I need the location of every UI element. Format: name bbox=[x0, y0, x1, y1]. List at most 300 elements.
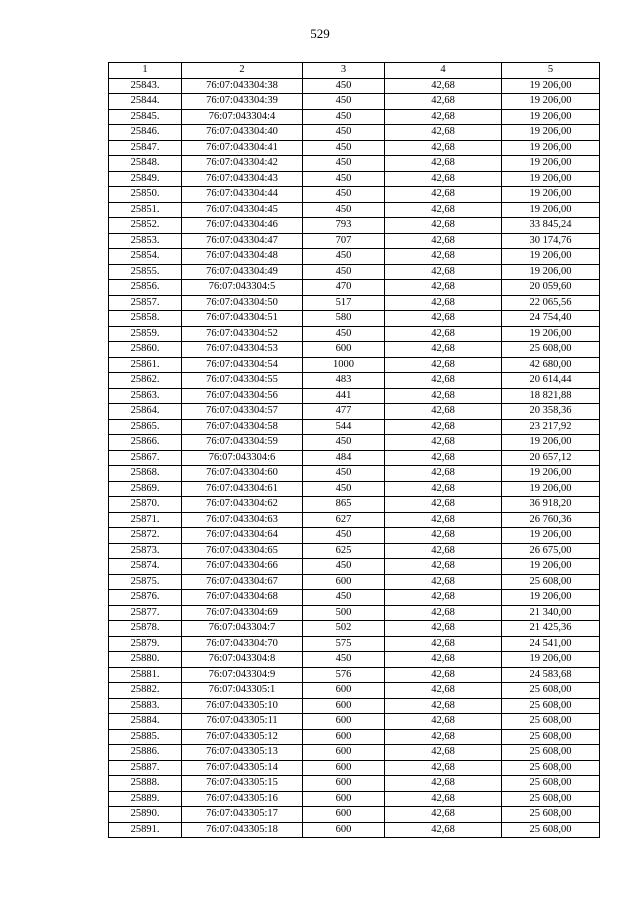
cadastral-number-cell: 76:07:043304:65 bbox=[182, 543, 303, 559]
value-cell: 24 541,00 bbox=[502, 636, 600, 652]
area-cell: 450 bbox=[303, 326, 385, 342]
value-cell: 24 583,68 bbox=[502, 667, 600, 683]
rate-cell: 42,68 bbox=[385, 667, 502, 683]
table-row bbox=[109, 574, 600, 590]
table-row bbox=[109, 714, 600, 730]
area-cell: 576 bbox=[303, 667, 385, 683]
row-number-cell: 25854. bbox=[109, 249, 182, 265]
data-table bbox=[108, 62, 600, 838]
cadastral-number-cell: 76:07:043304:40 bbox=[182, 125, 303, 141]
row-number-cell: 25880. bbox=[109, 652, 182, 668]
rate-cell: 42,68 bbox=[385, 714, 502, 730]
column-header: 5 bbox=[502, 63, 600, 79]
area-cell: 600 bbox=[303, 760, 385, 776]
cadastral-number-cell: 76:07:043304:48 bbox=[182, 249, 303, 265]
rate-cell: 42,68 bbox=[385, 357, 502, 373]
table-row bbox=[109, 388, 600, 404]
rate-cell: 42,68 bbox=[385, 109, 502, 125]
value-cell: 19 206,00 bbox=[502, 78, 600, 94]
table-row bbox=[109, 528, 600, 544]
rate-cell: 42,68 bbox=[385, 249, 502, 265]
row-number-cell: 25843. bbox=[109, 78, 182, 94]
area-cell: 600 bbox=[303, 683, 385, 699]
value-cell: 25 608,00 bbox=[502, 822, 600, 838]
row-number-cell: 25856. bbox=[109, 280, 182, 296]
value-cell: 42 680,00 bbox=[502, 357, 600, 373]
area-cell: 600 bbox=[303, 342, 385, 358]
row-number-cell: 25866. bbox=[109, 435, 182, 451]
value-cell: 23 217,92 bbox=[502, 419, 600, 435]
row-number-cell: 25847. bbox=[109, 140, 182, 156]
area-cell: 484 bbox=[303, 450, 385, 466]
cadastral-number-cell: 76:07:043304:41 bbox=[182, 140, 303, 156]
table-row bbox=[109, 404, 600, 420]
area-cell: 575 bbox=[303, 636, 385, 652]
value-cell: 25 608,00 bbox=[502, 760, 600, 776]
value-cell: 18 821,88 bbox=[502, 388, 600, 404]
rate-cell: 42,68 bbox=[385, 156, 502, 172]
cadastral-number-cell: 76:07:043304:68 bbox=[182, 590, 303, 606]
table-row bbox=[109, 729, 600, 745]
cadastral-number-cell: 76:07:043305:11 bbox=[182, 714, 303, 730]
cadastral-number-cell: 76:07:043304:8 bbox=[182, 652, 303, 668]
row-number-cell: 25891. bbox=[109, 822, 182, 838]
row-number-cell: 25889. bbox=[109, 791, 182, 807]
area-cell: 450 bbox=[303, 559, 385, 575]
rate-cell: 42,68 bbox=[385, 590, 502, 606]
row-number-cell: 25845. bbox=[109, 109, 182, 125]
area-cell: 500 bbox=[303, 605, 385, 621]
column-header: 4 bbox=[385, 63, 502, 79]
rate-cell: 42,68 bbox=[385, 636, 502, 652]
row-number-cell: 25878. bbox=[109, 621, 182, 637]
area-cell: 600 bbox=[303, 822, 385, 838]
value-cell: 33 845,24 bbox=[502, 218, 600, 234]
area-cell: 544 bbox=[303, 419, 385, 435]
area-cell: 450 bbox=[303, 125, 385, 141]
table-row bbox=[109, 667, 600, 683]
rate-cell: 42,68 bbox=[385, 543, 502, 559]
table-row bbox=[109, 233, 600, 249]
cadastral-number-cell: 76:07:043304:39 bbox=[182, 94, 303, 110]
row-number-cell: 25886. bbox=[109, 745, 182, 761]
rate-cell: 42,68 bbox=[385, 187, 502, 203]
table-row bbox=[109, 171, 600, 187]
cadastral-number-cell: 76:07:043305:10 bbox=[182, 698, 303, 714]
value-cell: 25 608,00 bbox=[502, 776, 600, 792]
value-cell: 25 608,00 bbox=[502, 745, 600, 761]
rate-cell: 42,68 bbox=[385, 435, 502, 451]
area-cell: 450 bbox=[303, 140, 385, 156]
rate-cell: 42,68 bbox=[385, 729, 502, 745]
area-cell: 625 bbox=[303, 543, 385, 559]
area-cell: 450 bbox=[303, 171, 385, 187]
value-cell: 19 206,00 bbox=[502, 125, 600, 141]
value-cell: 36 918,20 bbox=[502, 497, 600, 513]
table-row bbox=[109, 590, 600, 606]
value-cell: 19 206,00 bbox=[502, 156, 600, 172]
area-cell: 450 bbox=[303, 481, 385, 497]
area-cell: 600 bbox=[303, 791, 385, 807]
table-row bbox=[109, 683, 600, 699]
table-row bbox=[109, 822, 600, 838]
row-number-cell: 25869. bbox=[109, 481, 182, 497]
table-row bbox=[109, 652, 600, 668]
rate-cell: 42,68 bbox=[385, 776, 502, 792]
area-cell: 450 bbox=[303, 202, 385, 218]
area-cell: 865 bbox=[303, 497, 385, 513]
cadastral-number-cell: 76:07:043305:16 bbox=[182, 791, 303, 807]
value-cell: 25 608,00 bbox=[502, 342, 600, 358]
rate-cell: 42,68 bbox=[385, 760, 502, 776]
row-number-cell: 25861. bbox=[109, 357, 182, 373]
row-number-cell: 25877. bbox=[109, 605, 182, 621]
table-row bbox=[109, 419, 600, 435]
row-number-cell: 25872. bbox=[109, 528, 182, 544]
value-cell: 19 206,00 bbox=[502, 202, 600, 218]
value-cell: 20 059,60 bbox=[502, 280, 600, 296]
rate-cell: 42,68 bbox=[385, 342, 502, 358]
rate-cell: 42,68 bbox=[385, 497, 502, 513]
column-header: 2 bbox=[182, 63, 303, 79]
cadastral-number-cell: 76:07:043304:47 bbox=[182, 233, 303, 249]
cadastral-number-cell: 76:07:043305:15 bbox=[182, 776, 303, 792]
cadastral-number-cell: 76:07:043304:62 bbox=[182, 497, 303, 513]
value-cell: 19 206,00 bbox=[502, 466, 600, 482]
table-row bbox=[109, 295, 600, 311]
area-cell: 441 bbox=[303, 388, 385, 404]
table-row bbox=[109, 435, 600, 451]
row-number-cell: 25875. bbox=[109, 574, 182, 590]
rate-cell: 42,68 bbox=[385, 512, 502, 528]
table-row bbox=[109, 94, 600, 110]
cadastral-number-cell: 76:07:043304:42 bbox=[182, 156, 303, 172]
table-row bbox=[109, 187, 600, 203]
cadastral-number-cell: 76:07:043305:13 bbox=[182, 745, 303, 761]
cadastral-number-cell: 76:07:043304:51 bbox=[182, 311, 303, 327]
row-number-cell: 25862. bbox=[109, 373, 182, 389]
value-cell: 22 065,56 bbox=[502, 295, 600, 311]
cadastral-number-cell: 76:07:043304:9 bbox=[182, 667, 303, 683]
row-number-cell: 25890. bbox=[109, 807, 182, 823]
row-number-cell: 25888. bbox=[109, 776, 182, 792]
cadastral-number-cell: 76:07:043304:52 bbox=[182, 326, 303, 342]
row-number-cell: 25881. bbox=[109, 667, 182, 683]
value-cell: 26 675,00 bbox=[502, 543, 600, 559]
rate-cell: 42,68 bbox=[385, 264, 502, 280]
rate-cell: 42,68 bbox=[385, 621, 502, 637]
table-row bbox=[109, 605, 600, 621]
table-row bbox=[109, 311, 600, 327]
cadastral-number-cell: 76:07:043304:49 bbox=[182, 264, 303, 280]
cadastral-number-cell: 76:07:043305:18 bbox=[182, 822, 303, 838]
cadastral-number-cell: 76:07:043304:4 bbox=[182, 109, 303, 125]
row-number-cell: 25871. bbox=[109, 512, 182, 528]
rate-cell: 42,68 bbox=[385, 202, 502, 218]
row-number-cell: 25846. bbox=[109, 125, 182, 141]
row-number-cell: 25844. bbox=[109, 94, 182, 110]
table-row bbox=[109, 760, 600, 776]
rate-cell: 42,68 bbox=[385, 280, 502, 296]
cadastral-number-cell: 76:07:043304:63 bbox=[182, 512, 303, 528]
value-cell: 19 206,00 bbox=[502, 559, 600, 575]
row-number-cell: 25859. bbox=[109, 326, 182, 342]
row-number-cell: 25860. bbox=[109, 342, 182, 358]
value-cell: 25 608,00 bbox=[502, 683, 600, 699]
table-row bbox=[109, 481, 600, 497]
row-number-cell: 25882. bbox=[109, 683, 182, 699]
value-cell: 19 206,00 bbox=[502, 326, 600, 342]
area-cell: 600 bbox=[303, 745, 385, 761]
area-cell: 450 bbox=[303, 466, 385, 482]
row-number-cell: 25867. bbox=[109, 450, 182, 466]
area-cell: 517 bbox=[303, 295, 385, 311]
table-row bbox=[109, 280, 600, 296]
area-cell: 450 bbox=[303, 435, 385, 451]
rate-cell: 42,68 bbox=[385, 807, 502, 823]
cadastral-number-cell: 76:07:043304:38 bbox=[182, 78, 303, 94]
value-cell: 19 206,00 bbox=[502, 140, 600, 156]
value-cell: 25 608,00 bbox=[502, 574, 600, 590]
cadastral-number-cell: 76:07:043304:58 bbox=[182, 419, 303, 435]
cadastral-number-cell: 76:07:043304:64 bbox=[182, 528, 303, 544]
rate-cell: 42,68 bbox=[385, 745, 502, 761]
row-number-cell: 25851. bbox=[109, 202, 182, 218]
rate-cell: 42,68 bbox=[385, 683, 502, 699]
table-row bbox=[109, 450, 600, 466]
rate-cell: 42,68 bbox=[385, 171, 502, 187]
value-cell: 19 206,00 bbox=[502, 652, 600, 668]
cadastral-number-cell: 76:07:043305:1 bbox=[182, 683, 303, 699]
rate-cell: 42,68 bbox=[385, 311, 502, 327]
rate-cell: 42,68 bbox=[385, 450, 502, 466]
value-cell: 24 754,40 bbox=[502, 311, 600, 327]
row-number-cell: 25884. bbox=[109, 714, 182, 730]
value-cell: 21 340,00 bbox=[502, 605, 600, 621]
value-cell: 25 608,00 bbox=[502, 791, 600, 807]
cadastral-number-cell: 76:07:043304:69 bbox=[182, 605, 303, 621]
value-cell: 30 174,76 bbox=[502, 233, 600, 249]
area-cell: 450 bbox=[303, 156, 385, 172]
row-number-cell: 25855. bbox=[109, 264, 182, 280]
value-cell: 19 206,00 bbox=[502, 481, 600, 497]
rate-cell: 42,68 bbox=[385, 574, 502, 590]
value-cell: 25 608,00 bbox=[502, 729, 600, 745]
row-number-cell: 25873. bbox=[109, 543, 182, 559]
area-cell: 600 bbox=[303, 714, 385, 730]
cadastral-number-cell: 76:07:043304:57 bbox=[182, 404, 303, 420]
table-row bbox=[109, 125, 600, 141]
row-number-cell: 25868. bbox=[109, 466, 182, 482]
rate-cell: 42,68 bbox=[385, 404, 502, 420]
value-cell: 19 206,00 bbox=[502, 187, 600, 203]
value-cell: 21 425,36 bbox=[502, 621, 600, 637]
table-row bbox=[109, 140, 600, 156]
row-number-cell: 25874. bbox=[109, 559, 182, 575]
rate-cell: 42,68 bbox=[385, 466, 502, 482]
value-cell: 26 760,36 bbox=[502, 512, 600, 528]
value-cell: 20 358,36 bbox=[502, 404, 600, 420]
table-row bbox=[109, 543, 600, 559]
rate-cell: 42,68 bbox=[385, 791, 502, 807]
value-cell: 19 206,00 bbox=[502, 264, 600, 280]
row-number-cell: 25848. bbox=[109, 156, 182, 172]
cadastral-number-cell: 76:07:043304:43 bbox=[182, 171, 303, 187]
rate-cell: 42,68 bbox=[385, 78, 502, 94]
area-cell: 502 bbox=[303, 621, 385, 637]
area-cell: 627 bbox=[303, 512, 385, 528]
cadastral-number-cell: 76:07:043304:46 bbox=[182, 218, 303, 234]
area-cell: 450 bbox=[303, 78, 385, 94]
cadastral-number-cell: 76:07:043305:12 bbox=[182, 729, 303, 745]
area-cell: 450 bbox=[303, 249, 385, 265]
header-row bbox=[109, 63, 600, 79]
area-cell: 483 bbox=[303, 373, 385, 389]
table-row bbox=[109, 807, 600, 823]
value-cell: 19 206,00 bbox=[502, 171, 600, 187]
cadastral-number-cell: 76:07:043304:70 bbox=[182, 636, 303, 652]
rate-cell: 42,68 bbox=[385, 698, 502, 714]
row-number-cell: 25879. bbox=[109, 636, 182, 652]
rate-cell: 42,68 bbox=[385, 528, 502, 544]
value-cell: 20 614,44 bbox=[502, 373, 600, 389]
row-number-cell: 25883. bbox=[109, 698, 182, 714]
rate-cell: 42,68 bbox=[385, 218, 502, 234]
row-number-cell: 25876. bbox=[109, 590, 182, 606]
table-row bbox=[109, 776, 600, 792]
area-cell: 1000 bbox=[303, 357, 385, 373]
rate-cell: 42,68 bbox=[385, 388, 502, 404]
rate-cell: 42,68 bbox=[385, 559, 502, 575]
cadastral-number-cell: 76:07:043304:45 bbox=[182, 202, 303, 218]
value-cell: 25 608,00 bbox=[502, 807, 600, 823]
cadastral-number-cell: 76:07:043304:6 bbox=[182, 450, 303, 466]
table-row bbox=[109, 357, 600, 373]
cadastral-number-cell: 76:07:043304:56 bbox=[182, 388, 303, 404]
page-number: 529 bbox=[310, 26, 330, 41]
table-row bbox=[109, 512, 600, 528]
rate-cell: 42,68 bbox=[385, 233, 502, 249]
cadastral-number-cell: 76:07:043304:55 bbox=[182, 373, 303, 389]
row-number-cell: 25864. bbox=[109, 404, 182, 420]
row-number-cell: 25887. bbox=[109, 760, 182, 776]
row-number-cell: 25858. bbox=[109, 311, 182, 327]
area-cell: 450 bbox=[303, 590, 385, 606]
row-number-cell: 25850. bbox=[109, 187, 182, 203]
cadastral-number-cell: 76:07:043305:17 bbox=[182, 807, 303, 823]
area-cell: 600 bbox=[303, 776, 385, 792]
row-number-cell: 25857. bbox=[109, 295, 182, 311]
cadastral-number-cell: 76:07:043304:59 bbox=[182, 435, 303, 451]
rate-cell: 42,68 bbox=[385, 605, 502, 621]
cadastral-number-cell: 76:07:043304:50 bbox=[182, 295, 303, 311]
table-row bbox=[109, 78, 600, 94]
rate-cell: 42,68 bbox=[385, 94, 502, 110]
value-cell: 19 206,00 bbox=[502, 528, 600, 544]
cadastral-number-cell: 76:07:043304:7 bbox=[182, 621, 303, 637]
rate-cell: 42,68 bbox=[385, 140, 502, 156]
cadastral-number-cell: 76:07:043304:61 bbox=[182, 481, 303, 497]
cadastral-number-cell: 76:07:043304:54 bbox=[182, 357, 303, 373]
table-row bbox=[109, 466, 600, 482]
area-cell: 477 bbox=[303, 404, 385, 420]
value-cell: 19 206,00 bbox=[502, 435, 600, 451]
area-cell: 450 bbox=[303, 528, 385, 544]
table-row bbox=[109, 342, 600, 358]
table-body bbox=[109, 78, 600, 838]
cadastral-number-cell: 76:07:043305:14 bbox=[182, 760, 303, 776]
row-number-cell: 25849. bbox=[109, 171, 182, 187]
area-cell: 450 bbox=[303, 264, 385, 280]
area-cell: 707 bbox=[303, 233, 385, 249]
cadastral-number-cell: 76:07:043304:44 bbox=[182, 187, 303, 203]
table-header bbox=[109, 63, 600, 79]
row-number-cell: 25865. bbox=[109, 419, 182, 435]
area-cell: 600 bbox=[303, 729, 385, 745]
column-header: 1 bbox=[109, 63, 182, 79]
rate-cell: 42,68 bbox=[385, 419, 502, 435]
area-cell: 450 bbox=[303, 109, 385, 125]
cadastral-number-cell: 76:07:043304:5 bbox=[182, 280, 303, 296]
area-cell: 450 bbox=[303, 187, 385, 203]
table-row bbox=[109, 698, 600, 714]
area-cell: 450 bbox=[303, 94, 385, 110]
cadastral-number-cell: 76:07:043304:60 bbox=[182, 466, 303, 482]
cadastral-number-cell: 76:07:043304:53 bbox=[182, 342, 303, 358]
value-cell: 19 206,00 bbox=[502, 249, 600, 265]
column-header: 3 bbox=[303, 63, 385, 79]
table-row bbox=[109, 326, 600, 342]
table-row bbox=[109, 497, 600, 513]
value-cell: 19 206,00 bbox=[502, 590, 600, 606]
area-cell: 580 bbox=[303, 311, 385, 327]
rate-cell: 42,68 bbox=[385, 822, 502, 838]
table-row bbox=[109, 636, 600, 652]
area-cell: 600 bbox=[303, 698, 385, 714]
table-row bbox=[109, 218, 600, 234]
area-cell: 450 bbox=[303, 652, 385, 668]
value-cell: 19 206,00 bbox=[502, 109, 600, 125]
row-number-cell: 25885. bbox=[109, 729, 182, 745]
rate-cell: 42,68 bbox=[385, 373, 502, 389]
area-cell: 470 bbox=[303, 280, 385, 296]
area-cell: 600 bbox=[303, 574, 385, 590]
table-row bbox=[109, 373, 600, 389]
rate-cell: 42,68 bbox=[385, 125, 502, 141]
rate-cell: 42,68 bbox=[385, 652, 502, 668]
table-row bbox=[109, 264, 600, 280]
table-row bbox=[109, 791, 600, 807]
table-row bbox=[109, 559, 600, 575]
value-cell: 25 608,00 bbox=[502, 714, 600, 730]
cadastral-number-cell: 76:07:043304:66 bbox=[182, 559, 303, 575]
rate-cell: 42,68 bbox=[385, 481, 502, 497]
value-cell: 19 206,00 bbox=[502, 94, 600, 110]
table-row bbox=[109, 202, 600, 218]
table-row bbox=[109, 156, 600, 172]
rate-cell: 42,68 bbox=[385, 295, 502, 311]
value-cell: 25 608,00 bbox=[502, 698, 600, 714]
rate-cell: 42,68 bbox=[385, 326, 502, 342]
area-cell: 600 bbox=[303, 807, 385, 823]
row-number-cell: 25853. bbox=[109, 233, 182, 249]
row-number-cell: 25870. bbox=[109, 497, 182, 513]
table-row bbox=[109, 249, 600, 265]
table-row bbox=[109, 621, 600, 637]
value-cell: 20 657,12 bbox=[502, 450, 600, 466]
row-number-cell: 25863. bbox=[109, 388, 182, 404]
table-row bbox=[109, 745, 600, 761]
